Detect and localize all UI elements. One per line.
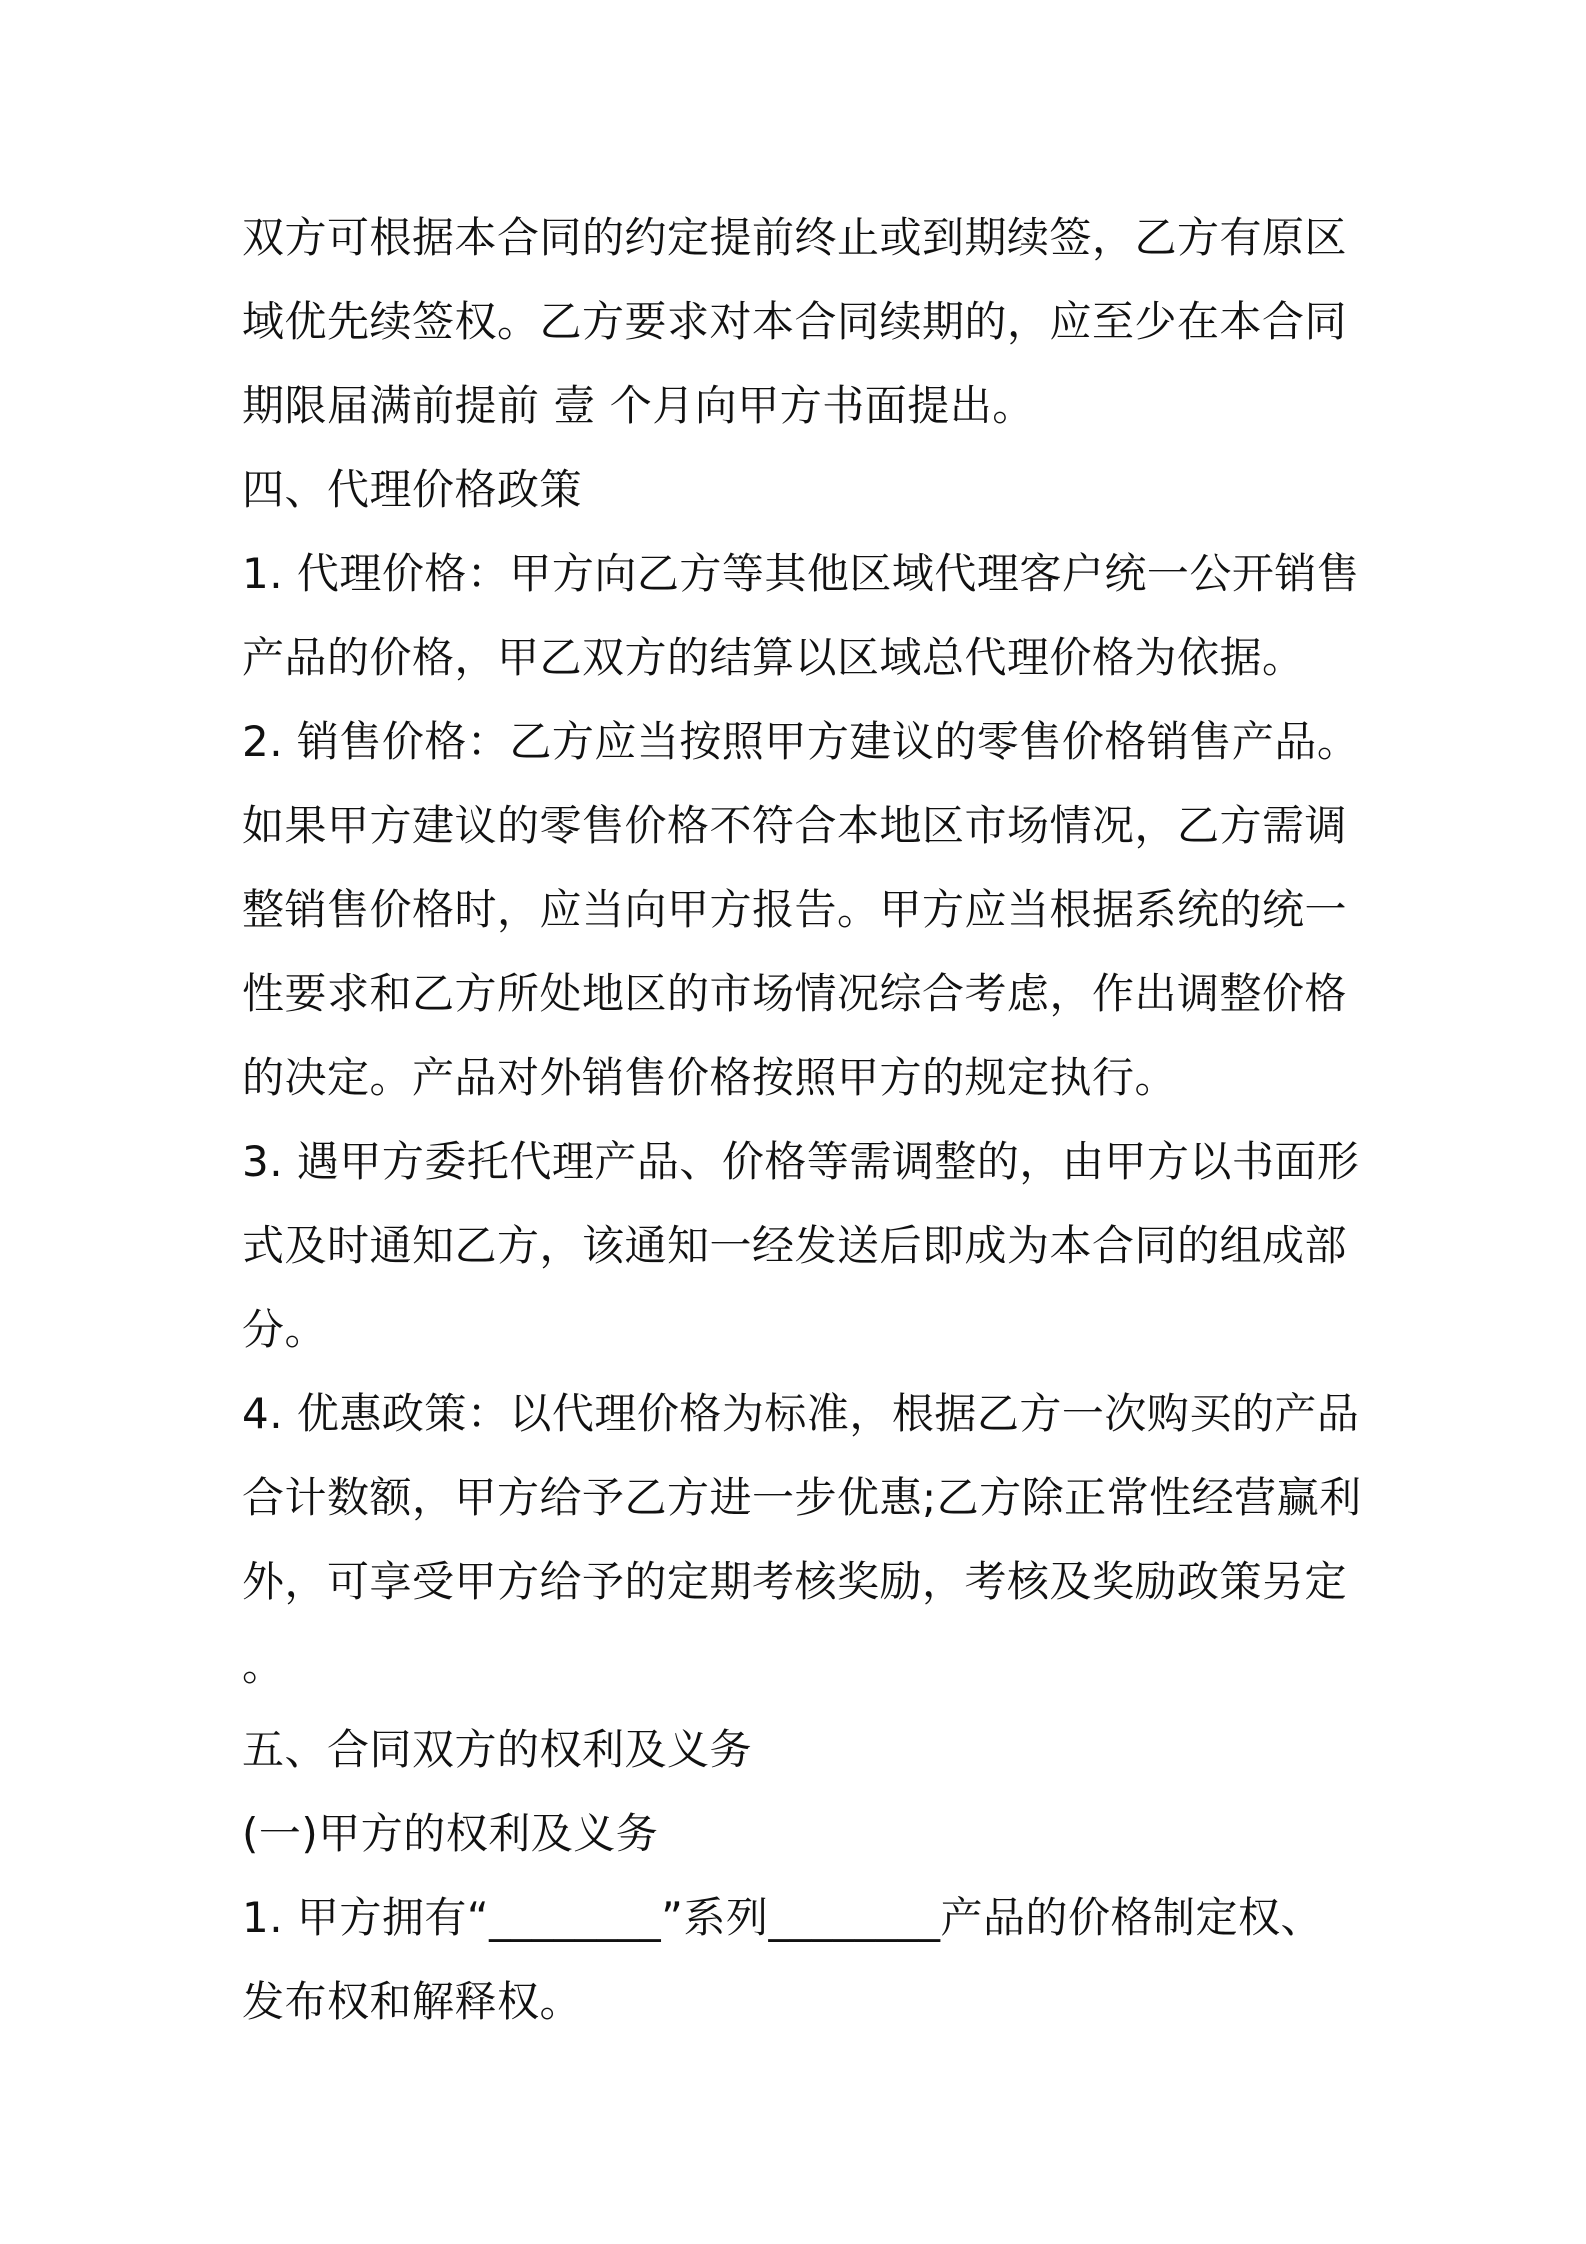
paragraph-line: 合计数额，甲方给予乙方进一步优惠;乙方除正常性经营赢利: [242, 1473, 1362, 1522]
paragraph-line: 期限届满前提前 壹 个月向甲方书面提出。: [242, 381, 1035, 430]
section-heading: 五、合同双方的权利及义务: [242, 1725, 753, 1774]
paragraph-line: 1. 代理价格：甲方向乙方等其他区域代理客户统一公开销售: [242, 549, 1360, 598]
paragraph-line: 产品的价格，甲乙双方的结算以区域总代理价格为依据。: [242, 633, 1305, 682]
paragraph-line: 2. 销售价格：乙方应当按照甲方建议的零售价格销售产品。: [242, 717, 1360, 766]
paragraph-line: 整销售价格时，应当向甲方报告。甲方应当根据系统的统一: [242, 885, 1348, 934]
paragraph-line: 3. 遇甲方委托代理产品、价格等需调整的，由甲方以书面形: [242, 1137, 1360, 1186]
paragraph-line: 如果甲方建议的零售价格不符合本地区市场情况，乙方需调: [242, 801, 1348, 850]
paragraph-line: 域优先续签权。乙方要求对本合同续期的，应至少在本合同: [242, 297, 1348, 346]
paragraph-line: 发布权和解释权。: [242, 1977, 583, 2026]
paragraph-line: 4. 优惠政策：以代理价格为标准，根据乙方一次购买的产品: [242, 1389, 1360, 1438]
paragraph-line: 1. 甲方拥有“________”系列________产品的价格制定权、: [242, 1893, 1323, 1942]
paragraph-line: 双方可根据本合同的约定提前终止或到期续签，乙方有原区: [242, 213, 1348, 262]
paragraph-line: 。: [242, 1641, 285, 1690]
paragraph-line: 外，可享受甲方给予的定期考核奖励，考核及奖励政策另定: [242, 1557, 1348, 1606]
subsection-heading: (一)甲方的权利及义务: [242, 1809, 659, 1858]
paragraph-line: 分。: [242, 1305, 328, 1354]
paragraph-line: 式及时通知乙方，该通知一经发送后即成为本合同的组成部: [242, 1221, 1348, 1270]
document-body: [242, 196, 1362, 2044]
paragraph-line: 的决定。产品对外销售价格按照甲方的规定执行。: [242, 1053, 1178, 1102]
paragraph-line: 性要求和乙方所处地区的市场情况综合考虑，作出调整价格: [242, 969, 1348, 1018]
section-heading: 四、代理价格政策: [242, 465, 583, 514]
